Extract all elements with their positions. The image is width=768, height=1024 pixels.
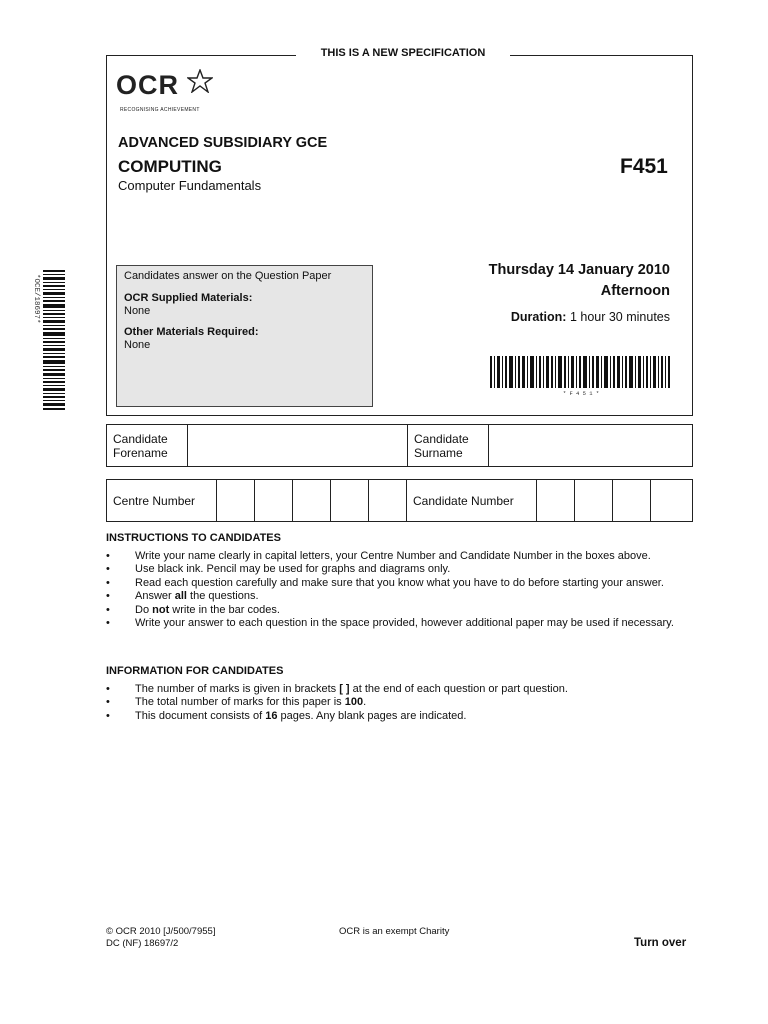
emphasis: not <box>152 603 170 616</box>
candidate-number-box[interactable] <box>651 480 693 522</box>
candidate-number-table <box>106 479 693 522</box>
candidate-number-label: Candidate Number <box>407 480 537 522</box>
barcode-left <box>31 270 67 417</box>
centre-number-box[interactable] <box>217 480 255 522</box>
supplied-value: None <box>124 305 151 317</box>
copyright: © OCR 2010 [J/500/7955] <box>106 926 216 937</box>
text: write in the bar codes. <box>169 603 280 616</box>
text: the questions. <box>186 590 259 603</box>
document-reference: DC (NF) 18697/2 <box>106 938 179 949</box>
specification-banner: THIS IS A NEW SPECIFICATION <box>296 47 510 59</box>
surname-label-line2: Surname <box>414 445 463 460</box>
emphasis: [ ] <box>339 683 350 695</box>
text: This document consists of <box>135 709 266 722</box>
emphasis: 16 <box>265 709 278 722</box>
forename-label <box>107 425 188 467</box>
star-icon <box>187 69 213 98</box>
other-label: Other Materials Required: <box>124 326 259 338</box>
ocr-logo <box>116 70 179 101</box>
logo-tagline: RECOGNISING ACHIEVEMENT <box>120 107 200 113</box>
list-item <box>106 590 692 603</box>
materials-box <box>116 265 373 407</box>
barcode-bottom-text: * F 4 5 1 * <box>562 390 600 396</box>
forename-label-line2: Forename <box>113 445 168 460</box>
text: Do <box>135 603 153 616</box>
candidate-number-box[interactable] <box>575 480 613 522</box>
emphasis: 100 <box>344 696 364 709</box>
information-list <box>106 683 692 723</box>
candidate-number-box[interactable] <box>537 480 575 522</box>
logo-text: OCR <box>116 70 179 100</box>
text: The number of marks is given in brackets <box>135 683 340 695</box>
turn-over: Turn over <box>634 937 687 949</box>
centre-number-box[interactable] <box>255 480 293 522</box>
list-item: • Read each question carefully and make sure that you know what you have to do before starting your answer. <box>106 577 692 590</box>
list-item: • Write your answer to each question in the space provided, however additional paper may be used if necessary. <box>106 617 692 630</box>
supplied-label: OCR Supplied Materials: <box>124 292 253 304</box>
barcode-side-text: *OCE/18697* <box>32 274 40 324</box>
centre-number-box[interactable] <box>331 480 369 522</box>
charity-note: OCR is an exempt Charity <box>339 926 450 937</box>
unit-code: F451 <box>620 155 668 178</box>
centre-number-box[interactable] <box>369 480 407 522</box>
exam-session: Afternoon <box>600 283 670 299</box>
text: pages. Any blank pages are indicated. <box>277 709 467 722</box>
duration-value: 1 hour 30 minutes <box>569 310 670 324</box>
centre-number-label: Centre Number <box>107 480 217 522</box>
materials-intro: Candidates answer on the Question Paper <box>124 270 332 282</box>
forename-field[interactable] <box>188 425 408 467</box>
forename-label-line1: Candidate <box>113 431 168 446</box>
list-item <box>106 604 692 617</box>
component-title: Computer Fundamentals <box>118 178 262 193</box>
instructions-list <box>106 550 692 630</box>
surname-label-line1: Candidate <box>414 431 469 446</box>
text: The total number of marks for this paper is <box>135 696 345 709</box>
exam-duration <box>511 310 670 324</box>
surname-label <box>408 425 489 467</box>
instructions-heading: INSTRUCTIONS TO CANDIDATES <box>106 532 281 544</box>
list-item: • Use black ink. Pencil may be used for graphs and diagrams only. <box>106 563 692 576</box>
surname-field[interactable] <box>489 425 693 467</box>
barcode-right <box>490 356 672 401</box>
candidate-number-box[interactable] <box>613 480 651 522</box>
emphasis: all <box>174 590 187 603</box>
subject-title: COMPUTING <box>118 157 222 176</box>
text: . <box>363 696 367 709</box>
text: Answer <box>135 590 175 603</box>
footer-left <box>106 926 215 950</box>
duration-label: Duration: <box>510 310 567 324</box>
exam-date: Thursday 14 January 2010 <box>488 262 670 278</box>
other-value: None <box>124 339 151 351</box>
text: at the end of each question or part question. <box>349 683 568 695</box>
candidate-name-table <box>106 424 693 467</box>
information-heading: INFORMATION FOR CANDIDATES <box>106 665 284 677</box>
list-item: • Write your name clearly in capital letters, your Centre Number and Candidate Number in the boxes above. <box>106 550 692 563</box>
list-item <box>106 710 692 723</box>
list-item <box>106 696 692 709</box>
centre-number-box[interactable] <box>293 480 331 522</box>
list-item <box>106 683 692 696</box>
qualification-title: ADVANCED SUBSIDIARY GCE <box>118 135 328 151</box>
